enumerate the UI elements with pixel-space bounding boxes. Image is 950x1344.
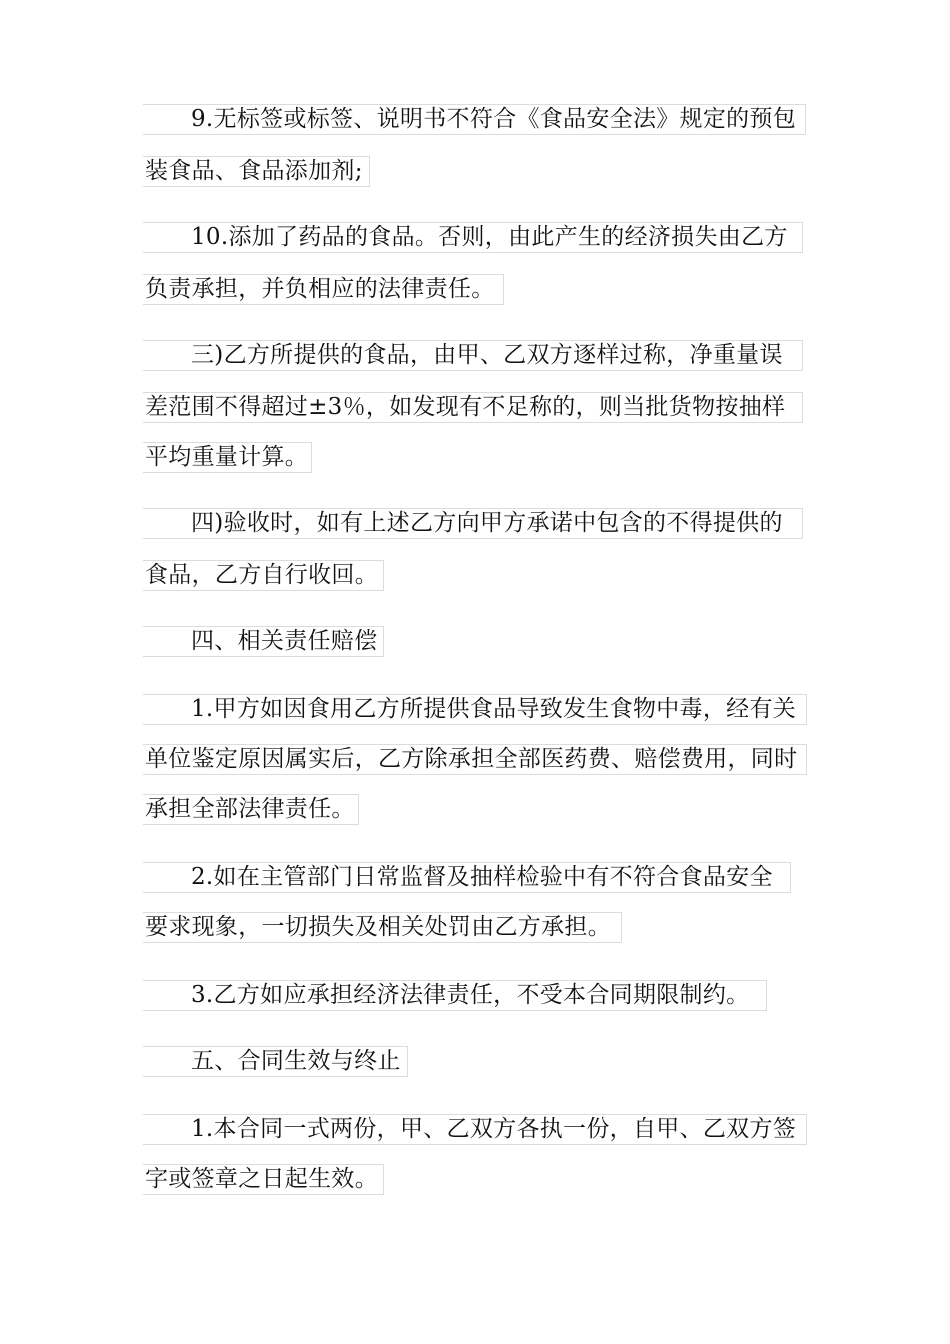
text-line: 差范围不得超过±3％，如发现有不足称的，则当批货物按抽样 bbox=[143, 392, 803, 423]
text-line: 平均重量计算。 bbox=[143, 442, 312, 473]
text-line: 承担全部法律责任。 bbox=[143, 794, 359, 825]
text-line: 装食品、食品添加剂; bbox=[143, 156, 370, 187]
text-line: 10.添加了药品的食品。否则，由此产生的经济损失由乙方 bbox=[143, 222, 803, 253]
text-line: 单位鉴定原因属实后，乙方除承担全部医药费、赔偿费用，同时 bbox=[143, 744, 807, 775]
text-line: 要求现象，一切损失及相关处罚由乙方承担。 bbox=[143, 912, 622, 943]
text-line: 四)验收时，如有上述乙方向甲方承诺中包含的不得提供的 bbox=[143, 508, 803, 539]
section-heading: 五、合同生效与终止 bbox=[143, 1046, 408, 1077]
text-line: 9.无标签或标签、说明书不符合《食品安全法》规定的预包 bbox=[143, 104, 806, 135]
text-line: 1.本合同一式两份，甲、乙双方各执一份，自甲、乙双方签 bbox=[143, 1114, 807, 1145]
text-line: 三)乙方所提供的食品，由甲、乙双方逐样过称，净重量误 bbox=[143, 340, 803, 371]
text-line: 负责承担，并负相应的法律责任。 bbox=[143, 274, 504, 305]
text-line: 食品，乙方自行收回。 bbox=[143, 560, 384, 591]
text-line: 字或签章之日起生效。 bbox=[143, 1164, 384, 1195]
text-line: 3.乙方如应承担经济法律责任，不受本合同期限制约。 bbox=[143, 980, 767, 1011]
text-line: 2.如在主管部门日常监督及抽样检验中有不符合食品安全 bbox=[143, 862, 791, 893]
text-line: 1.甲方如因食用乙方所提供食品导致发生食物中毒，经有关 bbox=[143, 694, 807, 725]
section-heading: 四、相关责任赔偿 bbox=[143, 626, 384, 657]
